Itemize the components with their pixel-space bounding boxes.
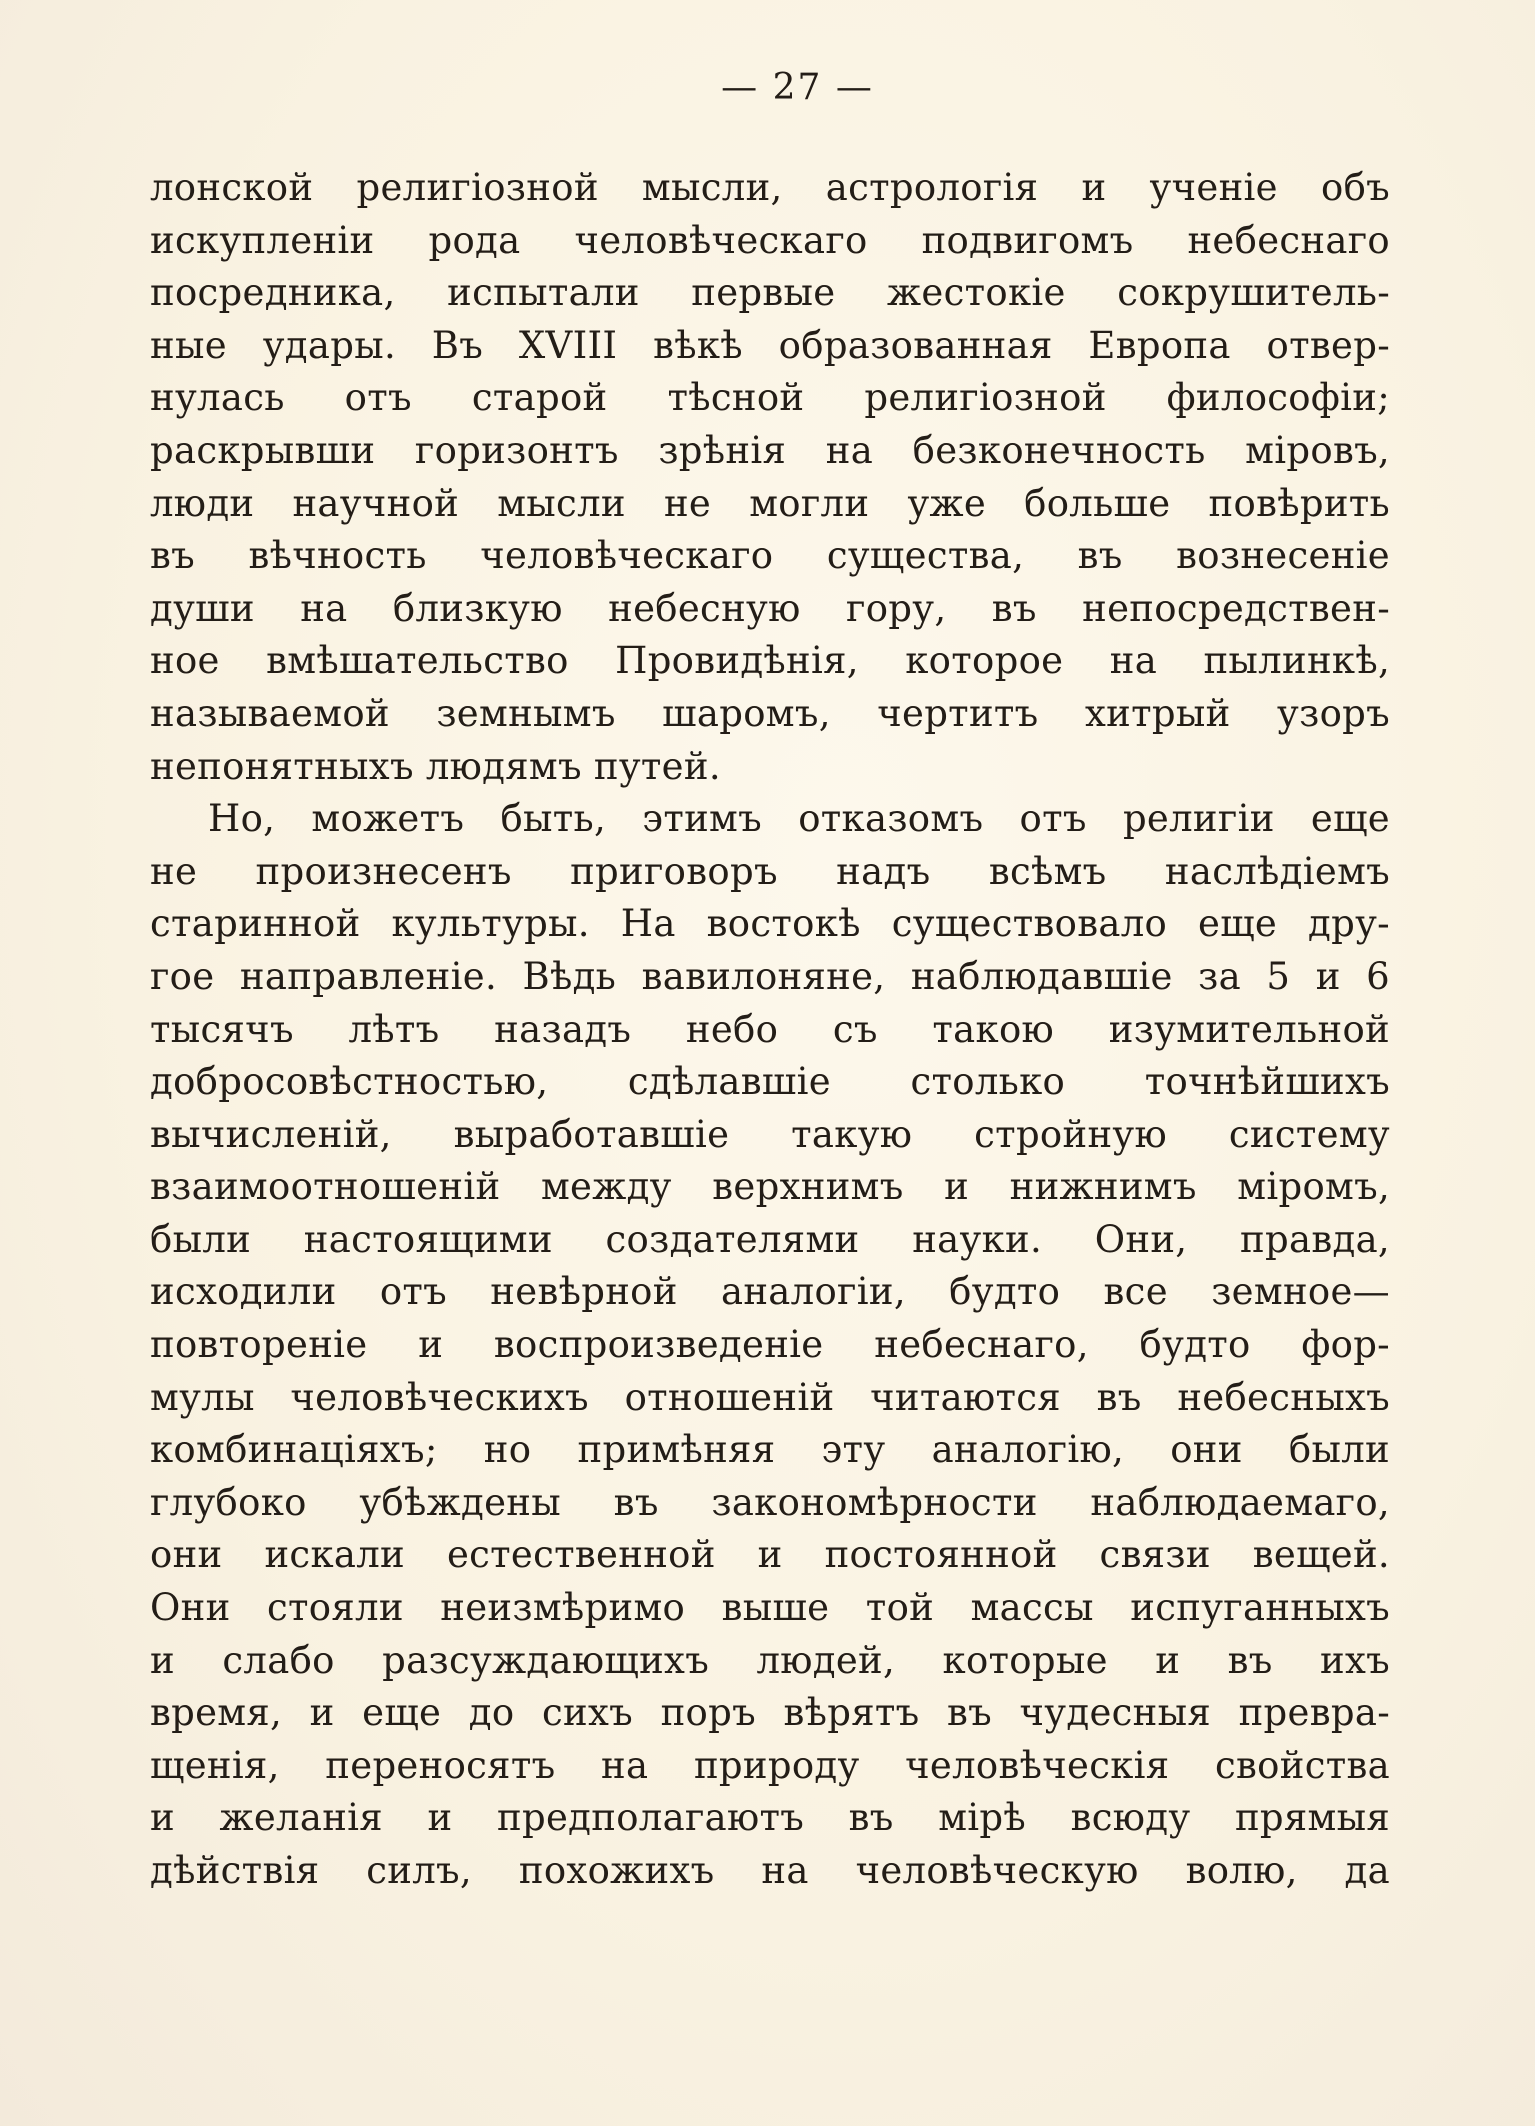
- text-line: и слабо разсуждающихъ людей, которые и въ ихъ: [150, 1638, 1390, 1682]
- text-line: мулы человѣческихъ отношеній читаются въ небесныхъ: [150, 1375, 1390, 1419]
- text-line: добросовѣстностью, сдѣлавшіе столько точнѣйшихъ: [150, 1060, 1390, 1104]
- text-line: посредника, испытали первые жестокіе сокрушитель-: [150, 271, 1390, 315]
- page-number: [0, 66, 1535, 110]
- text-line: души на близкую небесную гору, въ непосредствен-: [150, 586, 1390, 630]
- text-line: глубоко убѣждены въ закономѣрности наблюдаемаго,: [150, 1480, 1390, 1524]
- text-line: въ вѣчность человѣческаго существа, въ вознесеніе: [150, 534, 1390, 578]
- text-line: ное вмѣшательство Провидѣнія, которое на пылинкѣ,: [150, 639, 1390, 683]
- text-line: Но, можетъ быть, этимъ отказомъ отъ религіи еще: [208, 797, 1390, 841]
- text-line: не произнесенъ приговоръ надъ всѣмъ наслѣдіемъ: [150, 849, 1390, 893]
- text-line: взаимоотношеній между верхнимъ и нижнимъ міромъ,: [150, 1165, 1390, 1209]
- text-line: время, и еще до сихъ поръ вѣрятъ въ чудесныя превра-: [150, 1691, 1390, 1735]
- text-line: повтореніе и воспроизведеніе небеснаго, будто фор-: [150, 1323, 1390, 1367]
- text-line: и желанія и предполагаютъ въ мірѣ всюду прямыя: [150, 1796, 1390, 1840]
- page-number-text: — 27 —: [721, 67, 874, 108]
- text-line: тысячъ лѣтъ назадъ небо съ такою изумительной: [150, 1007, 1390, 1051]
- body-text: [150, 162, 1390, 1898]
- text-line: старинной культуры. На востокѣ существовало еще дру-: [150, 902, 1390, 946]
- text-line: непонятныхъ людямъ путей.: [150, 744, 721, 788]
- text-line: они искали естественной и постоянной связи вещей.: [150, 1533, 1390, 1577]
- text-line: лонской религіозной мысли, астрологія и ученіе объ: [150, 166, 1390, 209]
- text-line: были настоящими создателями науки. Они, правда,: [150, 1217, 1390, 1261]
- text-line: щенія, переносятъ на природу человѣческія свойства: [150, 1743, 1390, 1787]
- text-line: дѣйствія силъ, похожихъ на человѣческую волю, да: [150, 1849, 1390, 1892]
- text-line: ные удары. Въ XVIII вѣкѣ образованная Европа отвер-: [150, 323, 1390, 367]
- text-line: раскрывши горизонтъ зрѣнія на безконечность міровъ,: [150, 428, 1390, 472]
- text-line: нулась отъ старой тѣсной религіозной философіи;: [150, 376, 1390, 420]
- text-line: люди научной мысли не могли уже больше повѣрить: [150, 481, 1390, 525]
- text-line: гое направленіе. Вѣдь вавилоняне, наблюдавшіе за 5 и 6: [150, 954, 1390, 998]
- text-line: исходили отъ невѣрной аналогіи, будто все земное—: [150, 1270, 1390, 1314]
- text-line: вычисленій, выработавшіе такую стройную систему: [150, 1112, 1390, 1156]
- text-line: называемой земнымъ шаромъ, чертитъ хитрый узоръ: [150, 691, 1390, 735]
- text-line: Они стояли неизмѣримо выше той массы испуганныхъ: [150, 1586, 1390, 1630]
- text-line: искупленіи рода человѣческаго подвигомъ небеснаго: [150, 218, 1390, 262]
- text-line: комбинаціяхъ; но примѣняя эту аналогію, они были: [150, 1428, 1390, 1472]
